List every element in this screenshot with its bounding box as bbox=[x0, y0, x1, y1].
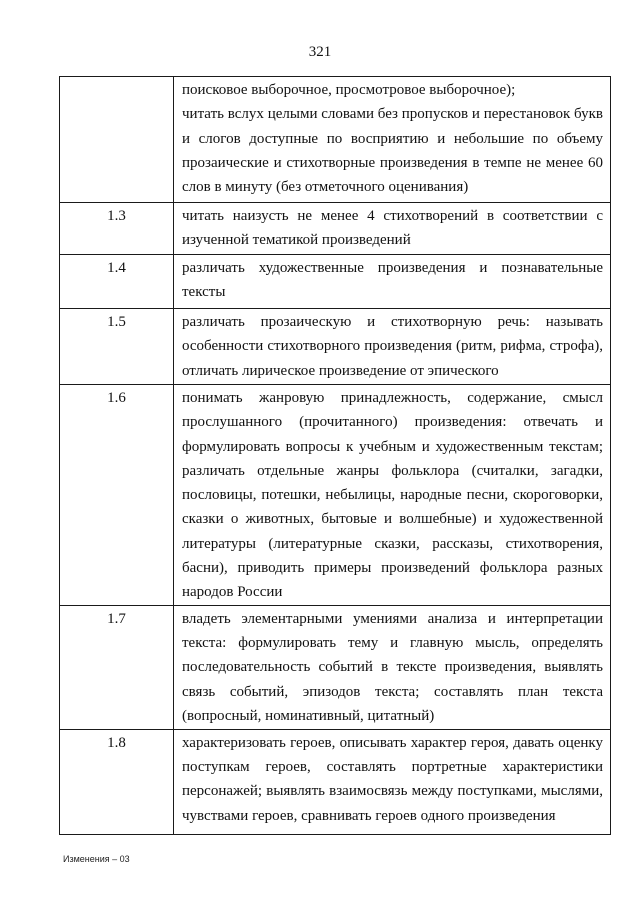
row-text bbox=[174, 385, 611, 606]
table-row bbox=[60, 77, 611, 203]
row-number: 1.8 bbox=[60, 729, 174, 834]
row-number bbox=[60, 77, 174, 203]
row-text bbox=[174, 77, 611, 203]
table-row bbox=[60, 605, 611, 729]
table-row bbox=[60, 729, 611, 834]
row-paragraph: различать прозаическую и стихотворную речь: называть особенности стихотворного произведения (ритм, рифма, строфа), отличать лирическое произведение от эпического bbox=[182, 314, 603, 379]
table-row bbox=[60, 255, 611, 309]
row-number: 1.3 bbox=[60, 203, 174, 255]
row-number: 1.7 bbox=[60, 605, 174, 729]
table-row bbox=[60, 385, 611, 606]
row-text bbox=[174, 309, 611, 385]
row-text bbox=[174, 605, 611, 729]
row-number: 1.6 bbox=[60, 385, 174, 606]
row-paragraph: различать художественные произведения и познавательные тексты bbox=[182, 260, 603, 301]
row-text bbox=[174, 203, 611, 255]
row-paragraph: владеть элементарными умениями анализа и интерпретации текста: формулировать тему и главную мысль, определять последовательность событий в тексте произведения, выявлять связь событий, эпизодов текста; составлять план текста (вопросный, номинативный, цитатный) bbox=[182, 610, 603, 724]
row-number: 1.5 bbox=[60, 309, 174, 385]
row-paragraph: читать наизусть не менее 4 стихотворений в соответствии с изученной тематикой произведений bbox=[182, 208, 603, 249]
row-paragraph: характеризовать героев, описывать характер героя, давать оценку поступкам героев, составлять портретные характеристики персонажей; выявлять взаимосвязь между поступками, мыслями, чувствами героев, сравнивать героев одного произведения bbox=[182, 734, 603, 824]
row-paragraph: поисковое выборочное, просмотровое выборочное); bbox=[182, 82, 516, 98]
row-text bbox=[174, 729, 611, 834]
requirements-table bbox=[59, 76, 611, 835]
table-row bbox=[60, 309, 611, 385]
row-paragraph: читать вслух целыми словами без пропусков и перестановок букв и слогов доступные по восприятию и небольшие по объему прозаические и стихотворные произведения в темпе не менее 60 слов в минуту (без отметочного оценивания) bbox=[182, 106, 603, 196]
row-number: 1.4 bbox=[60, 255, 174, 309]
footer-revision-note: Изменения – 03 bbox=[63, 854, 130, 864]
table-row bbox=[60, 203, 611, 255]
page-number: 321 bbox=[308, 44, 332, 60]
row-paragraph: понимать жанровую принадлежность, содержание, смысл прослушанного (прочитанного) произведения: отвечать и формулировать вопросы к учебным и художественным текстам; различать отдельные жанры фольклора (считалки, загадки, пословицы, потешки, небылицы, народные песни, скороговорки, сказки о животных, бытовые и волшебные) и художественной литературы (литературные сказки, рассказы, стихотворения, басни), приводить примеры произведений фольклора разных народов России bbox=[182, 390, 603, 601]
row-text bbox=[174, 255, 611, 309]
